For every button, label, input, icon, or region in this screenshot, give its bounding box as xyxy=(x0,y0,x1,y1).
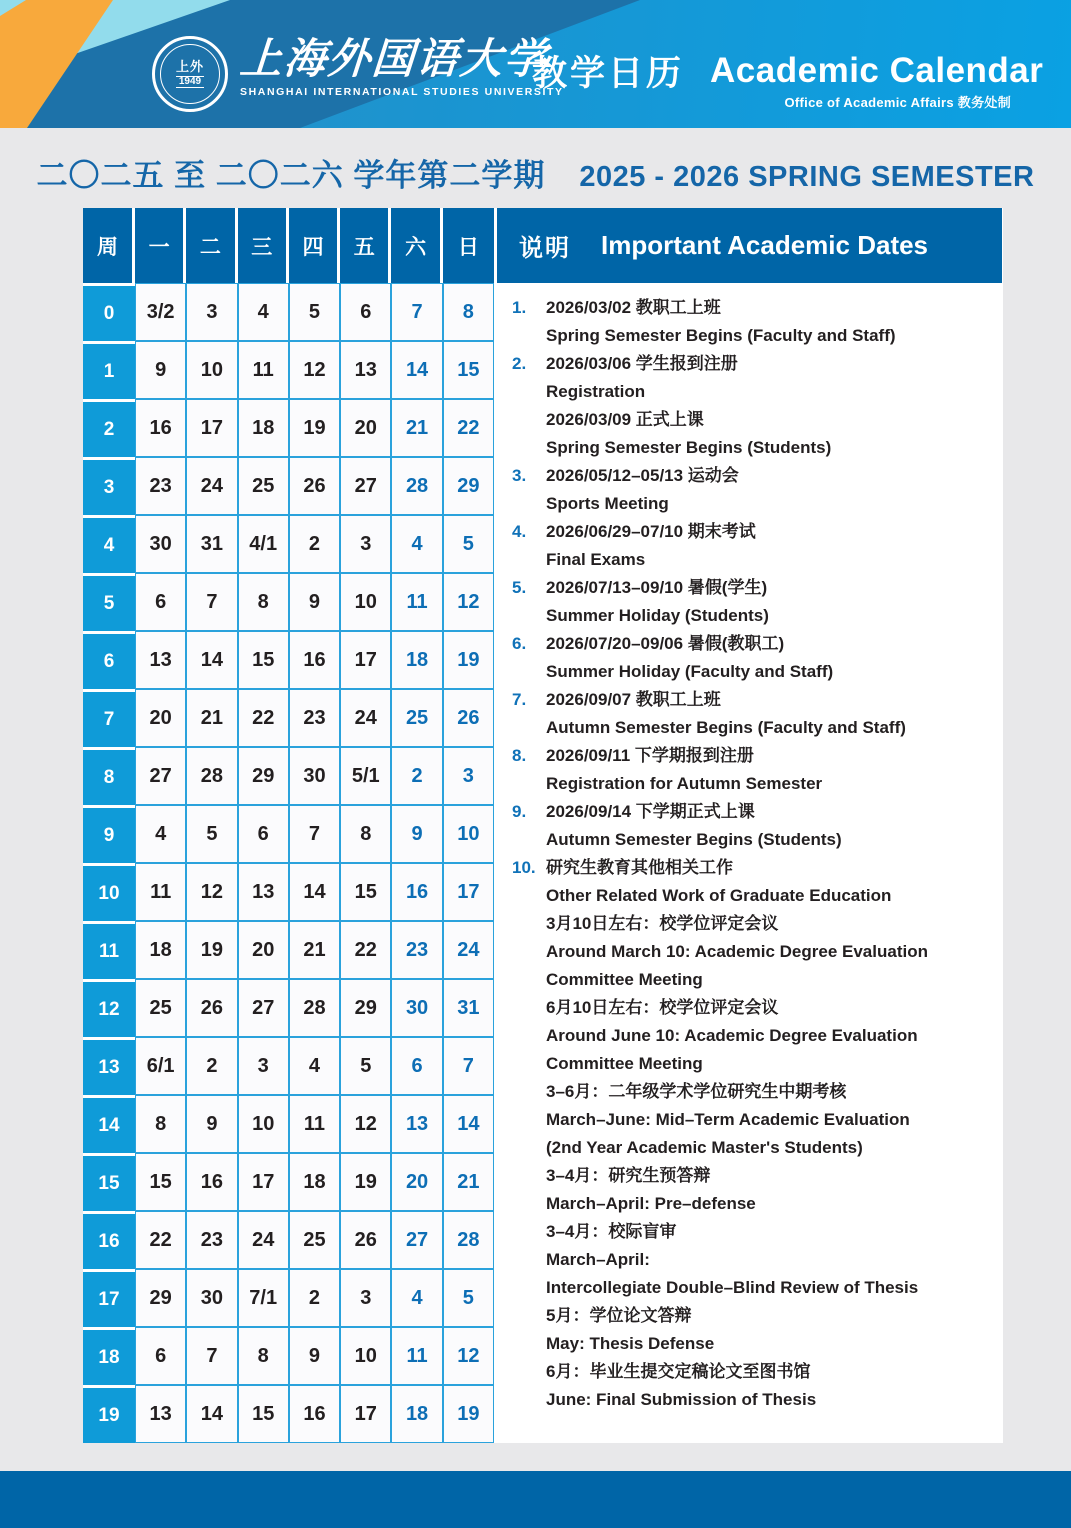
date-cell: 11 xyxy=(289,1095,340,1153)
date-cell: 4 xyxy=(135,805,186,863)
date-cell: 10 xyxy=(443,805,494,863)
date-cell: 5 xyxy=(340,1037,391,1095)
week-number-cell: 7 xyxy=(83,689,135,747)
date-cell: 29 xyxy=(135,1269,186,1327)
date-cell: 28 xyxy=(443,1211,494,1269)
date-cell: 20 xyxy=(391,1153,442,1211)
date-cell: 15 xyxy=(340,863,391,921)
footer-bar xyxy=(0,1471,1071,1528)
note-line: Summer Holiday (Faculty and Staff) xyxy=(546,662,834,681)
date-cell: 2 xyxy=(186,1037,237,1095)
date-cell: 10 xyxy=(340,573,391,631)
week-number-cell: 13 xyxy=(83,1037,135,1095)
university-seal-inner xyxy=(160,44,220,104)
date-cell: 21 xyxy=(443,1153,494,1211)
week-number-cell: 1 xyxy=(83,341,135,399)
date-cell: 30 xyxy=(391,979,442,1037)
week-number-cell: 12 xyxy=(83,979,135,1037)
date-cell: 7 xyxy=(186,1327,237,1385)
date-cell: 15 xyxy=(238,1385,289,1443)
day-header: 一 xyxy=(135,208,186,283)
note-lines xyxy=(546,686,1004,742)
week-number-cell: 0 xyxy=(83,283,135,341)
date-cell: 19 xyxy=(186,921,237,979)
date-cell: 9 xyxy=(289,573,340,631)
week-number-cell: 5 xyxy=(83,573,135,631)
date-cell: 18 xyxy=(238,399,289,457)
note-line: Registration xyxy=(546,382,646,401)
date-cell: 2 xyxy=(391,747,442,805)
note-line: 2026/09/11 下学期报到注册 xyxy=(546,746,754,765)
date-cell: 23 xyxy=(289,689,340,747)
date-cell: 19 xyxy=(443,1385,494,1443)
calendar-grid xyxy=(83,208,494,1443)
date-cell: 20 xyxy=(340,399,391,457)
date-cell: 22 xyxy=(340,921,391,979)
date-cell: 16 xyxy=(186,1153,237,1211)
date-cell: 5 xyxy=(186,805,237,863)
date-cell: 4 xyxy=(289,1037,340,1095)
note-line: 研究生教育其他相关工作 xyxy=(546,858,733,877)
note-line: Sports Meeting xyxy=(546,494,669,513)
date-cell: 16 xyxy=(289,631,340,689)
date-cell: 18 xyxy=(135,921,186,979)
seal-year: 1949 xyxy=(176,76,204,89)
note-item xyxy=(512,462,1004,518)
date-cell: 15 xyxy=(443,341,494,399)
date-cell: 22 xyxy=(443,399,494,457)
date-cell: 25 xyxy=(391,689,442,747)
date-cell: 28 xyxy=(391,457,442,515)
notes-title-en: Important Academic Dates xyxy=(601,230,929,260)
date-cell: 23 xyxy=(391,921,442,979)
note-line: 2026/09/14 下学期正式上课 xyxy=(546,802,755,821)
note-number: 4. xyxy=(512,522,527,541)
date-cell: 27 xyxy=(391,1211,442,1269)
note-line: 2026/03/06 学生报到注册 xyxy=(546,354,738,373)
note-item xyxy=(512,294,1004,350)
date-cell: 3 xyxy=(238,1037,289,1095)
date-cell: 7/1 xyxy=(238,1269,289,1327)
date-cell: 14 xyxy=(186,1385,237,1443)
date-cell: 7 xyxy=(289,805,340,863)
semester-title-en: 2025 - 2026 SPRING SEMESTER xyxy=(579,161,1035,193)
date-cell: 24 xyxy=(340,689,391,747)
note-line: 6月：毕业生提交定稿论文至图书馆 xyxy=(546,1362,811,1381)
note-line: Intercollegiate Double–Blind Review of Thesis xyxy=(546,1278,919,1297)
date-cell: 15 xyxy=(238,631,289,689)
notes-title-zh: 说明 xyxy=(519,235,571,262)
week-number-cell: 6 xyxy=(83,631,135,689)
note-item xyxy=(512,686,1004,742)
date-cell: 17 xyxy=(443,863,494,921)
date-cell: 23 xyxy=(135,457,186,515)
note-line: Spring Semester Begins (Students) xyxy=(546,438,832,457)
date-cell: 29 xyxy=(443,457,494,515)
date-cell: 17 xyxy=(186,399,237,457)
date-cell: 9 xyxy=(135,341,186,399)
university-name-zh: 上海外国语大学 xyxy=(238,35,550,82)
date-cell: 19 xyxy=(443,631,494,689)
date-cell: 24 xyxy=(186,457,237,515)
note-number: 10. xyxy=(512,858,536,877)
date-cell: 8 xyxy=(238,1327,289,1385)
note-line: Final Exams xyxy=(546,550,646,569)
note-item xyxy=(512,518,1004,574)
day-header: 二 xyxy=(186,208,237,283)
week-number-cell: 4 xyxy=(83,515,135,573)
day-header: 日 xyxy=(443,208,494,283)
date-cell: 8 xyxy=(340,805,391,863)
university-name-block xyxy=(238,35,564,98)
note-number: 3. xyxy=(512,466,527,485)
note-number: 1. xyxy=(512,298,527,317)
date-cell: 27 xyxy=(340,457,391,515)
university-name-en: SHANGHAI INTERNATIONAL STUDIES UNIVERSITY xyxy=(240,86,564,98)
document-title xyxy=(532,46,1043,96)
notes-list xyxy=(512,294,1004,1414)
date-cell: 3 xyxy=(340,1269,391,1327)
date-cell: 12 xyxy=(289,341,340,399)
note-line: 2026/07/13–09/10 暑假(学生) xyxy=(546,578,768,597)
date-cell: 13 xyxy=(135,1385,186,1443)
day-header: 六 xyxy=(391,208,442,283)
date-cell: 11 xyxy=(135,863,186,921)
date-cell: 12 xyxy=(443,1327,494,1385)
note-line: Other Related Work of Graduate Education xyxy=(546,886,892,905)
date-cell: 16 xyxy=(135,399,186,457)
note-line: 2026/05/12–05/13 运动会 xyxy=(546,466,739,485)
date-cell: 12 xyxy=(443,573,494,631)
date-cell: 22 xyxy=(135,1211,186,1269)
date-cell: 26 xyxy=(289,457,340,515)
note-item xyxy=(512,798,1004,854)
note-number: 9. xyxy=(512,802,527,821)
date-cell: 19 xyxy=(289,399,340,457)
date-cell: 8 xyxy=(238,573,289,631)
note-line: Around March 10: Academic Degree Evaluation xyxy=(546,942,928,961)
note-line: Around June 10: Academic Degree Evaluation xyxy=(546,1026,918,1045)
date-cell: 6 xyxy=(238,805,289,863)
week-number-cell: 17 xyxy=(83,1269,135,1327)
date-cell: 27 xyxy=(135,747,186,805)
date-cell: 13 xyxy=(238,863,289,921)
note-number: 2. xyxy=(512,354,527,373)
note-line: 2026/09/07 教职工上班 xyxy=(546,690,721,709)
date-cell: 14 xyxy=(443,1095,494,1153)
date-cell: 13 xyxy=(135,631,186,689)
note-item xyxy=(512,350,1004,462)
date-cell: 20 xyxy=(135,689,186,747)
date-cell: 12 xyxy=(186,863,237,921)
date-cell: 13 xyxy=(340,341,391,399)
note-line: Autumn Semester Begins (Faculty and Staff) xyxy=(546,718,906,737)
date-cell: 30 xyxy=(186,1269,237,1327)
note-line: March–June: Mid–Term Academic Evaluation xyxy=(546,1110,910,1129)
date-cell: 31 xyxy=(186,515,237,573)
week-number-cell: 15 xyxy=(83,1153,135,1211)
date-cell: 4 xyxy=(238,283,289,341)
date-cell: 24 xyxy=(443,921,494,979)
note-lines xyxy=(546,462,1004,518)
date-cell: 16 xyxy=(289,1385,340,1443)
date-cell: 24 xyxy=(238,1211,289,1269)
date-cell: 11 xyxy=(391,1327,442,1385)
semester-title-zh: 二〇二五 至 二〇二六 学年第二学期 xyxy=(36,158,546,193)
date-cell: 19 xyxy=(340,1153,391,1211)
date-cell: 29 xyxy=(238,747,289,805)
note-item xyxy=(512,574,1004,630)
note-line: Spring Semester Begins (Faculty and Staff) xyxy=(546,326,896,345)
note-number: 6. xyxy=(512,634,527,653)
note-line: 2026/03/09 正式上课 xyxy=(546,410,704,429)
note-lines xyxy=(546,854,1004,1414)
note-lines xyxy=(546,798,1004,854)
date-cell: 13 xyxy=(391,1095,442,1153)
note-line: 2026/06/29–07/10 期末考试 xyxy=(546,522,756,541)
date-cell: 22 xyxy=(238,689,289,747)
date-cell: 17 xyxy=(340,1385,391,1443)
date-cell: 10 xyxy=(186,341,237,399)
note-line: May: Thesis Defense xyxy=(546,1334,715,1353)
date-cell: 7 xyxy=(391,283,442,341)
note-line: 3–4月：研究生预答辩 xyxy=(546,1166,711,1185)
date-cell: 5 xyxy=(443,1269,494,1327)
date-cell: 18 xyxy=(289,1153,340,1211)
note-lines xyxy=(546,518,1004,574)
date-cell: 10 xyxy=(238,1095,289,1153)
week-number-cell: 8 xyxy=(83,747,135,805)
date-cell: 26 xyxy=(443,689,494,747)
week-number-cell: 19 xyxy=(83,1385,135,1443)
date-cell: 6 xyxy=(340,283,391,341)
note-lines xyxy=(546,574,1004,630)
date-cell: 27 xyxy=(238,979,289,1037)
note-lines xyxy=(546,350,1004,462)
date-cell: 7 xyxy=(186,573,237,631)
day-header: 五 xyxy=(340,208,391,283)
note-number: 7. xyxy=(512,690,527,709)
date-cell: 25 xyxy=(135,979,186,1037)
date-cell: 18 xyxy=(391,631,442,689)
notes-header-bar xyxy=(497,208,1002,283)
date-cell: 7 xyxy=(443,1037,494,1095)
note-number: 5. xyxy=(512,578,527,597)
date-cell: 6 xyxy=(135,573,186,631)
date-cell: 5/1 xyxy=(340,747,391,805)
date-cell: 3/2 xyxy=(135,283,186,341)
document-title-zh: 教学日历 xyxy=(532,54,685,93)
date-cell: 21 xyxy=(186,689,237,747)
note-item xyxy=(512,630,1004,686)
date-cell: 31 xyxy=(443,979,494,1037)
date-cell: 3 xyxy=(340,515,391,573)
date-cell: 6 xyxy=(391,1037,442,1095)
date-cell: 9 xyxy=(391,805,442,863)
header-banner xyxy=(0,0,1071,128)
date-cell: 4/1 xyxy=(238,515,289,573)
note-item xyxy=(512,854,1004,1414)
note-line: Registration for Autumn Semester xyxy=(546,774,823,793)
date-cell: 10 xyxy=(340,1327,391,1385)
note-lines xyxy=(546,630,1004,686)
date-cell: 23 xyxy=(186,1211,237,1269)
note-line: 2026/03/02 教职工上班 xyxy=(546,298,721,317)
note-line: June: Final Submission of Thesis xyxy=(546,1390,817,1409)
date-cell: 14 xyxy=(289,863,340,921)
note-line: 3月10日左右：校学位评定会议 xyxy=(546,914,779,933)
week-number-cell: 14 xyxy=(83,1095,135,1153)
week-number-cell: 2 xyxy=(83,399,135,457)
date-cell: 28 xyxy=(186,747,237,805)
semester-title xyxy=(0,150,1071,195)
date-cell: 11 xyxy=(391,573,442,631)
note-line: Autumn Semester Begins (Students) xyxy=(546,830,842,849)
date-cell: 3 xyxy=(443,747,494,805)
date-cell: 21 xyxy=(391,399,442,457)
note-line: (2nd Year Academic Master's Students) xyxy=(546,1138,863,1157)
date-cell: 17 xyxy=(340,631,391,689)
date-cell: 25 xyxy=(289,1211,340,1269)
date-cell: 26 xyxy=(186,979,237,1037)
date-cell: 20 xyxy=(238,921,289,979)
note-lines xyxy=(546,742,1004,798)
date-cell: 17 xyxy=(238,1153,289,1211)
date-cell: 11 xyxy=(238,341,289,399)
date-cell: 2 xyxy=(289,1269,340,1327)
date-cell: 16 xyxy=(391,863,442,921)
date-cell: 4 xyxy=(391,515,442,573)
date-cell: 15 xyxy=(135,1153,186,1211)
note-item xyxy=(512,742,1004,798)
week-number-cell: 18 xyxy=(83,1327,135,1385)
note-line: 3–4月：校际盲审 xyxy=(546,1222,677,1241)
week-number-cell: 9 xyxy=(83,805,135,863)
note-line: 2026/07/20–09/06 暑假(教职工) xyxy=(546,634,785,653)
date-cell: 4 xyxy=(391,1269,442,1327)
date-cell: 14 xyxy=(186,631,237,689)
date-cell: 12 xyxy=(340,1095,391,1153)
date-cell: 5 xyxy=(443,515,494,573)
date-cell: 2 xyxy=(289,515,340,573)
date-cell: 25 xyxy=(238,457,289,515)
day-header: 三 xyxy=(238,208,289,283)
week-number-cell: 3 xyxy=(83,457,135,515)
date-cell: 3 xyxy=(186,283,237,341)
date-cell: 18 xyxy=(391,1385,442,1443)
week-number-cell: 16 xyxy=(83,1211,135,1269)
date-cell: 30 xyxy=(289,747,340,805)
note-lines xyxy=(546,294,1004,350)
date-cell: 14 xyxy=(391,341,442,399)
day-header: 四 xyxy=(289,208,340,283)
note-line: March–April: xyxy=(546,1250,650,1269)
note-line: Committee Meeting xyxy=(546,970,703,989)
note-line: 6月10日左右：校学位评定会议 xyxy=(546,998,779,1017)
week-column-header: 周 xyxy=(83,208,135,283)
note-line: 5月：学位论文答辩 xyxy=(546,1306,692,1325)
date-cell: 21 xyxy=(289,921,340,979)
date-cell: 8 xyxy=(443,283,494,341)
date-cell: 28 xyxy=(289,979,340,1037)
date-cell: 5 xyxy=(289,283,340,341)
date-cell: 6/1 xyxy=(135,1037,186,1095)
date-cell: 29 xyxy=(340,979,391,1037)
date-cell: 30 xyxy=(135,515,186,573)
document-title-en: Academic Calendar xyxy=(710,51,1044,90)
note-line: March–April: Pre–defense xyxy=(546,1194,756,1213)
date-cell: 6 xyxy=(135,1327,186,1385)
date-cell: 9 xyxy=(289,1327,340,1385)
date-cell: 9 xyxy=(186,1095,237,1153)
seal-text: 上外 xyxy=(175,58,204,74)
university-seal-icon xyxy=(152,36,228,112)
note-number: 8. xyxy=(512,746,527,765)
note-line: Summer Holiday (Students) xyxy=(546,606,769,625)
week-number-cell: 10 xyxy=(83,863,135,921)
note-line: Committee Meeting xyxy=(546,1054,703,1073)
date-cell: 26 xyxy=(340,1211,391,1269)
note-line: 3–6月：二年级学术学位研究生中期考核 xyxy=(546,1082,847,1101)
office-of-academic-affairs: Office of Academic Affairs 教务处制 xyxy=(784,95,1011,110)
week-number-cell: 11 xyxy=(83,921,135,979)
date-cell: 8 xyxy=(135,1095,186,1153)
